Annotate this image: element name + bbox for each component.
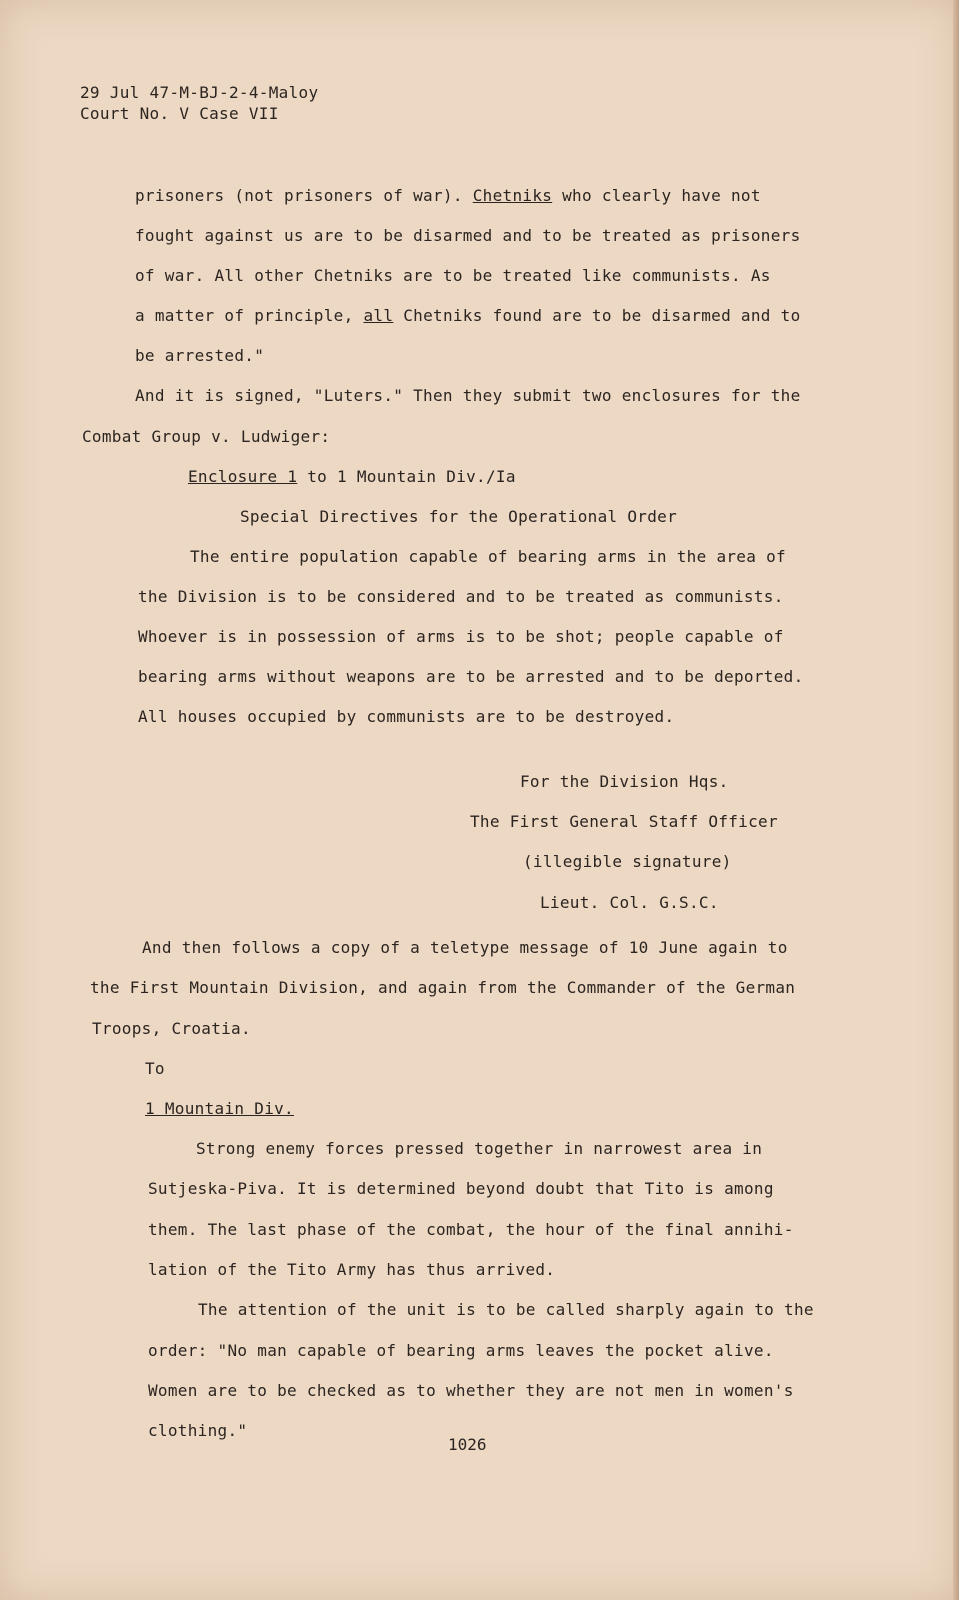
underlined-text: all: [363, 306, 394, 325]
page-number: 1026: [448, 1435, 487, 1454]
header-line-1: 29 Jul 47-M-BJ-2-4-Maloy: [80, 83, 319, 102]
underlined-text: Enclosure 1: [188, 467, 298, 486]
addressee-to: To: [145, 1059, 165, 1078]
body-line: Strong enemy forces pressed together in narrowest area in: [196, 1139, 763, 1158]
signature-line: (illegible signature): [523, 852, 732, 871]
underlined-text: Chetniks: [472, 186, 553, 205]
body-line: Women are to be checked as to whether they are not men in women's: [148, 1381, 794, 1400]
body-line: Combat Group v. Ludwiger:: [82, 427, 331, 446]
enclosure-heading: [188, 467, 516, 487]
text-run: to 1 Mountain Div./Ia: [297, 467, 516, 486]
body-line: clothing.": [148, 1421, 248, 1440]
body-line: And it is signed, "Luters." Then they submit two enclosures for the: [135, 386, 801, 405]
body-line: lation of the Tito Army has thus arrived.: [148, 1260, 556, 1279]
text-run: who clearly have not: [552, 186, 761, 205]
body-line: the Division is to be considered and to be treated as communists.: [138, 587, 784, 606]
body-line: The attention of the unit is to be called sharply again to the: [198, 1300, 814, 1319]
body-line: order: "No man capable of bearing arms leaves the pocket alive.: [148, 1341, 774, 1360]
body-line: bearing arms without weapons are to be arrested and to be deported.: [138, 667, 804, 686]
body-line: Sutjeska-Piva. It is determined beyond doubt that Tito is among: [148, 1179, 774, 1198]
signature-line: Lieut. Col. G.S.C.: [540, 893, 719, 912]
addressee-unit: 1 Mountain Div.: [145, 1099, 294, 1118]
body-line: [135, 306, 801, 326]
body-line: All houses occupied by communists are to be destroyed.: [138, 707, 675, 726]
directives-title: Special Directives for the Operational Order: [240, 507, 678, 526]
text-run: a matter of principle,: [135, 306, 364, 325]
body-line: them. The last phase of the combat, the hour of the final annihi-: [148, 1220, 794, 1239]
signature-line: For the Division Hqs.: [520, 772, 729, 791]
text-run: prisoners (not prisoners of war).: [135, 186, 473, 205]
body-line: Troops, Croatia.: [92, 1019, 251, 1038]
header-line-2: Court No. V Case VII: [80, 104, 279, 123]
body-line: fought against us are to be disarmed and to be treated as prisoners: [135, 226, 801, 245]
body-line: the First Mountain Division, and again from the Commander of the German: [90, 978, 796, 997]
text-run: Chetniks found are to be disarmed and to: [393, 306, 801, 325]
page-edge: [953, 0, 959, 1600]
signature-line: The First General Staff Officer: [470, 812, 778, 831]
body-line: be arrested.": [135, 346, 265, 365]
body-line: Whoever is in possession of arms is to be shot; people capable of: [138, 627, 784, 646]
body-line: The entire population capable of bearing arms in the area of: [190, 547, 786, 566]
body-line: And then follows a copy of a teletype message of 10 June again to: [142, 938, 788, 957]
body-line: [135, 186, 761, 206]
body-line: of war. All other Chetniks are to be treated like communists. As: [135, 266, 771, 285]
